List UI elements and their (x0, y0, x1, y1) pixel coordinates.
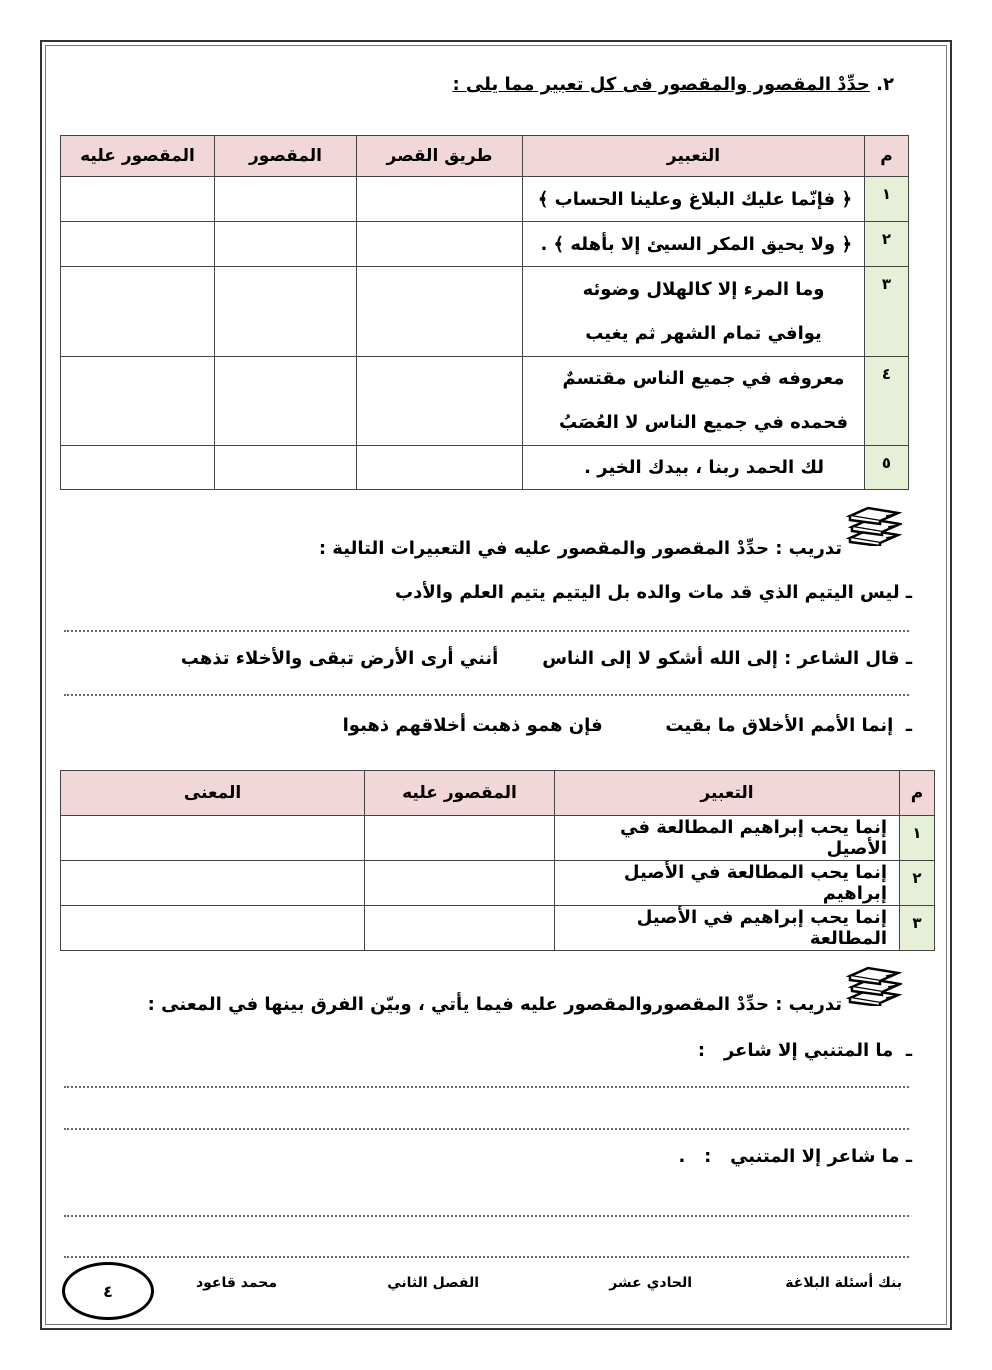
answer-cell[interactable] (215, 222, 357, 267)
answer-cell[interactable] (365, 816, 555, 861)
verse-line: وما المرء إلا كالهلال وضوئه (582, 278, 825, 300)
table-row (61, 267, 909, 357)
table-row (61, 177, 909, 222)
section-title (452, 74, 894, 95)
answer-cell[interactable] (357, 267, 523, 357)
table-row (61, 816, 935, 861)
answer-cell[interactable] (215, 446, 357, 490)
section-number: ٢. (876, 74, 894, 95)
table-row (61, 861, 935, 906)
header-expression: التعبير (555, 771, 900, 816)
training-1-item: ـ إنما الأمم الأخلاق ما بقيت فإن همو ذهبت أخلاقهم ذهبوا (342, 715, 912, 736)
row-number: ٣ (865, 267, 909, 357)
row-number: ٥ (865, 446, 909, 490)
answer-line[interactable] (64, 1128, 909, 1130)
footer-bank: بنك أسئلة البلاغة (785, 1275, 902, 1291)
answer-cell[interactable] (215, 357, 357, 446)
header-method: طريق القصر (357, 136, 523, 177)
expression-cell: ﴿ فإنّما عليك البلاغ وعلينا الحساب ﴾ (523, 177, 865, 222)
row-number: ١ (865, 177, 909, 222)
verse-line: يوافي تمام الشهر ثم يغيب (585, 322, 822, 344)
analysis-table-2 (60, 770, 935, 951)
table-row (61, 906, 935, 951)
header-restricted: المقصور (215, 136, 357, 177)
row-number: ٢ (865, 222, 909, 267)
table-row (61, 357, 909, 446)
answer-cell[interactable] (215, 177, 357, 222)
answer-cell[interactable] (357, 177, 523, 222)
page-number-oval (62, 1262, 154, 1320)
training-2-item: ـ ما شاعر إلا المتنبي : . (678, 1146, 912, 1167)
books-icon (846, 502, 902, 546)
answer-line[interactable] (64, 1215, 909, 1217)
answer-cell[interactable] (61, 222, 215, 267)
header-number: م (900, 771, 935, 816)
expression-cell: إنما يحب المطالعة في الأصيل إبراهيم (555, 861, 900, 906)
page-number: ٤ (103, 1281, 113, 1301)
training-2-item: ـ ما المتنبي إلا شاعر : (697, 1040, 912, 1061)
expression-cell (523, 357, 865, 446)
expression-cell: إنما يحب إبراهيم في الأصيل المطالعة (555, 906, 900, 951)
answer-cell[interactable] (365, 906, 555, 951)
verse-line: معروفه في جميع الناس مقتسمٌ (562, 368, 845, 389)
row-number: ١ (900, 816, 935, 861)
answer-line[interactable] (64, 1086, 909, 1088)
answer-cell[interactable] (61, 177, 215, 222)
expression-cell: ﴿ ولا يحيق المكر السيئ إلا بأهله ﴾ . (523, 222, 865, 267)
answer-cell[interactable] (357, 357, 523, 446)
answer-line[interactable] (64, 1256, 909, 1258)
training-1-item: ـ ليس اليتيم الذي قد مات والده بل اليتيم يتيم العلم والأدب (395, 582, 912, 603)
expression-cell: إنما يحب إبراهيم المطالعة في الأصيل (555, 816, 900, 861)
answer-cell[interactable] (357, 446, 523, 490)
table-row (61, 446, 909, 490)
answer-cell[interactable] (357, 222, 523, 267)
row-number: ٣ (900, 906, 935, 951)
answer-line[interactable] (64, 694, 909, 696)
footer-author: محمد قاعود (195, 1275, 277, 1291)
answer-cell[interactable] (61, 816, 365, 861)
answer-cell[interactable] (61, 357, 215, 446)
row-number: ٤ (865, 357, 909, 446)
section-title-text: حدِّدْ المقصور والمقصور فى كل تعبير مما يلى : (452, 74, 870, 95)
training-1-item: ـ قال الشاعر : إلى الله أشكو لا إلى الناس أنني أرى الأرض تبقى والأخلاء تذهب (180, 648, 912, 669)
header-meaning: المعنى (61, 771, 365, 816)
answer-cell[interactable] (61, 267, 215, 357)
answer-cell[interactable] (215, 267, 357, 357)
table-row (61, 222, 909, 267)
footer-grade: الحادي عشر (609, 1275, 692, 1291)
answer-cell[interactable] (61, 906, 365, 951)
header-number: م (865, 136, 909, 177)
table-header-row (61, 771, 935, 816)
training-2-title: تدريب : حدِّدْ المقصوروالمقصور عليه فيما يأتي ، وبيّن الفرق بينها في المعنى : (147, 994, 842, 1015)
answer-cell[interactable] (61, 446, 215, 490)
table-header-row (61, 136, 909, 177)
expression-cell (523, 267, 865, 357)
training-1-title: تدريب : حدِّدْ المقصور والمقصور عليه في التعبيرات التالية : (318, 538, 842, 559)
header-restricted-to: المقصور عليه (61, 136, 215, 177)
header-expression: التعبير (523, 136, 865, 177)
books-icon (846, 962, 902, 1006)
verse-line: فحمده في جميع الناس لا العُصَبُ (558, 412, 849, 433)
answer-cell[interactable] (365, 861, 555, 906)
expression-cell: لك الحمد ربنا ، بيدك الخير . (523, 446, 865, 490)
row-number: ٢ (900, 861, 935, 906)
answer-cell[interactable] (61, 861, 365, 906)
analysis-table-1 (60, 135, 909, 490)
footer-term: الفصل الثاني (387, 1275, 479, 1291)
header-restricted-to: المقصور عليه (365, 771, 555, 816)
answer-line[interactable] (64, 630, 909, 632)
